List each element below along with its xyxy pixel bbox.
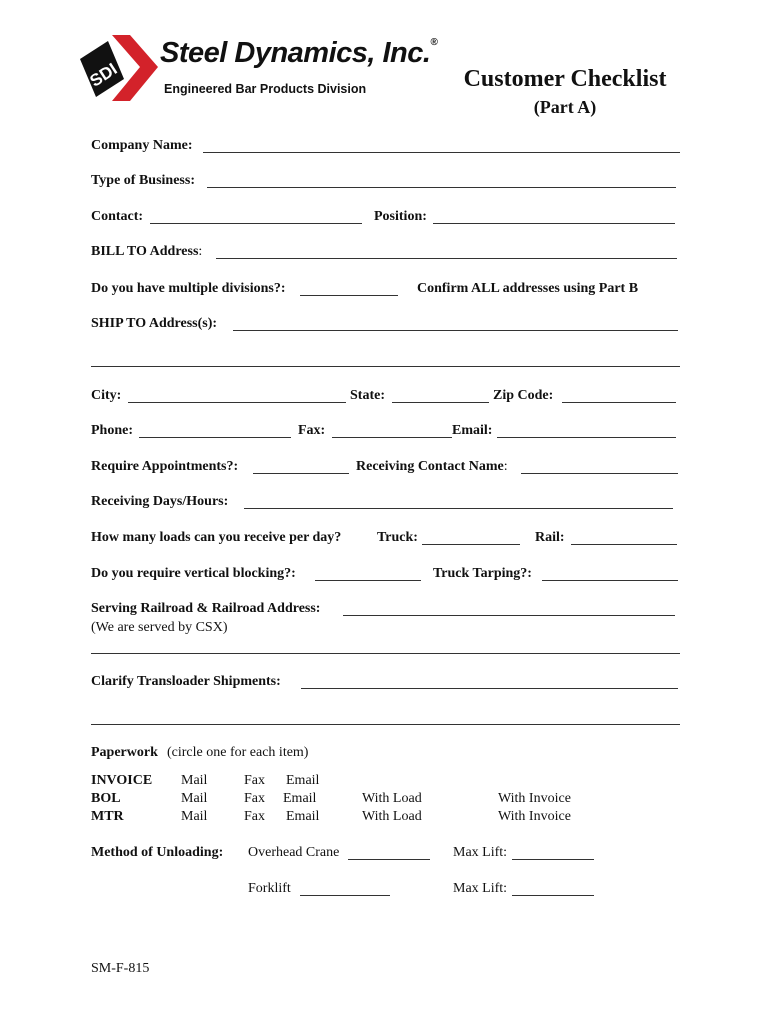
- option-fax[interactable]: Fax: [244, 773, 265, 788]
- paperwork-item: BOL: [91, 791, 121, 806]
- forklift-field[interactable]: [300, 881, 390, 896]
- paperwork-note: (circle one for each item): [167, 745, 309, 760]
- serving-railroad-line-2: [91, 639, 681, 659]
- form-id: SM-F-815: [91, 961, 150, 976]
- paperwork-heading: [91, 745, 681, 765]
- transloader-label: Clarify Transloader Shipments:: [91, 674, 281, 689]
- page-title: Customer Checklist: [463, 66, 667, 92]
- multiple-divisions-field[interactable]: [300, 281, 398, 296]
- position-label: Position:: [374, 209, 427, 224]
- transloader-field-2[interactable]: [91, 710, 680, 725]
- vertical-blocking-label: Do you require vertical blocking?:: [91, 566, 296, 581]
- option-email[interactable]: Email: [283, 791, 317, 806]
- paperwork-item: MTR: [91, 809, 124, 824]
- loads-per-day-label: How many loads can you receive per day?: [91, 530, 342, 545]
- city-field[interactable]: [128, 388, 346, 403]
- option-fax[interactable]: Fax: [244, 791, 265, 806]
- brand-name: Steel Dynamics, Inc.®: [160, 37, 438, 69]
- serving-railroad-field-2[interactable]: [91, 639, 680, 654]
- option-with-load[interactable]: With Load: [362, 791, 422, 806]
- bill-to-label: BILL TO Address:: [91, 244, 203, 259]
- confirm-addresses-note: Confirm ALL addresses using Part B: [417, 281, 639, 296]
- require-appointments-field[interactable]: [253, 459, 349, 474]
- zip-label: Zip Code:: [493, 388, 554, 403]
- receiving-days-label: Receiving Days/Hours:: [91, 494, 229, 509]
- multiple-divisions-row: [91, 281, 681, 301]
- company-logo: [78, 33, 438, 108]
- loads-per-day-row: [91, 530, 681, 550]
- max-lift-field-1[interactable]: [512, 845, 594, 860]
- type-of-business-row: [91, 173, 681, 193]
- served-by-row: [91, 620, 681, 640]
- bill-to-field[interactable]: [216, 244, 677, 259]
- state-label: State:: [350, 388, 385, 403]
- company-name-field[interactable]: [203, 138, 680, 153]
- overhead-crane-label: Overhead Crane: [248, 845, 340, 860]
- receiving-days-field[interactable]: [244, 494, 673, 509]
- city-state-zip-row: [91, 388, 681, 408]
- served-by-note: (We are served by CSX): [91, 620, 228, 635]
- option-mail[interactable]: Mail: [181, 809, 208, 824]
- type-of-business-field[interactable]: [207, 173, 676, 188]
- ship-to-line-2: [91, 352, 681, 372]
- contact-label: Contact:: [91, 209, 144, 224]
- position-field[interactable]: [433, 209, 675, 224]
- type-of-business-label: Type of Business:: [91, 173, 195, 188]
- option-with-load[interactable]: With Load: [362, 809, 422, 824]
- option-email[interactable]: Email: [286, 809, 320, 824]
- receiving-days-row: [91, 494, 681, 514]
- company-name-row: [91, 138, 681, 158]
- vertical-blocking-field[interactable]: [315, 566, 421, 581]
- overhead-crane-field[interactable]: [348, 845, 430, 860]
- unloading-row-1: [91, 845, 681, 865]
- phone-label: Phone:: [91, 423, 133, 438]
- paperwork-label: Paperwork: [91, 745, 158, 760]
- multiple-divisions-label: Do you have multiple divisions?:: [91, 281, 286, 296]
- company-name-label: Company Name:: [91, 138, 193, 153]
- phone-fax-email-row: [91, 423, 681, 443]
- state-field[interactable]: [392, 388, 489, 403]
- brand-division: Engineered Bar Products Division: [164, 82, 367, 96]
- email-field[interactable]: [497, 423, 676, 438]
- city-label: City:: [91, 388, 122, 403]
- vertical-blocking-row: [91, 566, 681, 586]
- paperwork-row-mtr: [91, 809, 681, 829]
- option-email[interactable]: Email: [286, 773, 320, 788]
- serving-railroad-row: [91, 601, 681, 621]
- option-mail[interactable]: Mail: [181, 791, 208, 806]
- contact-row: [91, 209, 681, 229]
- truck-field[interactable]: [422, 530, 520, 545]
- truck-label: Truck:: [377, 530, 418, 545]
- forklift-label: Forklift: [248, 881, 291, 896]
- ship-to-field-2[interactable]: [91, 352, 680, 367]
- transloader-line-2: [91, 710, 681, 730]
- option-mail[interactable]: Mail: [181, 773, 208, 788]
- receiving-contact-field[interactable]: [521, 459, 678, 474]
- transloader-row: [91, 674, 681, 694]
- require-appointments-label: Require Appointments?:: [91, 459, 239, 474]
- rail-field[interactable]: [571, 530, 677, 545]
- unloading-label: Method of Unloading:: [91, 845, 224, 860]
- option-with-invoice[interactable]: With Invoice: [498, 809, 571, 824]
- phone-field[interactable]: [139, 423, 291, 438]
- serving-railroad-label: Serving Railroad & Railroad Address:: [91, 601, 321, 616]
- rail-label: Rail:: [535, 530, 565, 545]
- option-with-invoice[interactable]: With Invoice: [498, 791, 571, 806]
- max-lift-field-2[interactable]: [512, 881, 594, 896]
- ship-to-label: SHIP TO Address(s):: [91, 316, 218, 331]
- transloader-field[interactable]: [301, 674, 678, 689]
- appointments-row: [91, 459, 681, 479]
- fax-label: Fax:: [298, 423, 326, 438]
- paperwork-item: INVOICE: [91, 773, 153, 788]
- logo-mark-text: SDI: [86, 59, 121, 91]
- paperwork-row-invoice: [91, 773, 681, 793]
- fax-field[interactable]: [332, 423, 452, 438]
- ship-to-field[interactable]: [233, 316, 678, 331]
- receiving-contact-label: Receiving Contact Name:: [356, 459, 508, 474]
- page-subtitle: (Part A): [533, 97, 597, 117]
- ship-to-row: [91, 316, 681, 336]
- zip-field[interactable]: [562, 388, 676, 403]
- email-label: Email:: [452, 423, 493, 438]
- paperwork-row-bol: [91, 791, 681, 811]
- unloading-row-2: [91, 881, 681, 901]
- truck-tarping-label: Truck Tarping?:: [433, 566, 532, 581]
- contact-field[interactable]: [150, 209, 362, 224]
- truck-tarping-field[interactable]: [542, 566, 678, 581]
- serving-railroad-field[interactable]: [343, 601, 675, 616]
- registered-mark: ®: [430, 37, 438, 48]
- bill-to-row: [91, 244, 681, 264]
- max-lift-label-1: Max Lift:: [453, 845, 508, 860]
- option-fax[interactable]: Fax: [244, 809, 265, 824]
- max-lift-label-2: Max Lift:: [453, 881, 508, 896]
